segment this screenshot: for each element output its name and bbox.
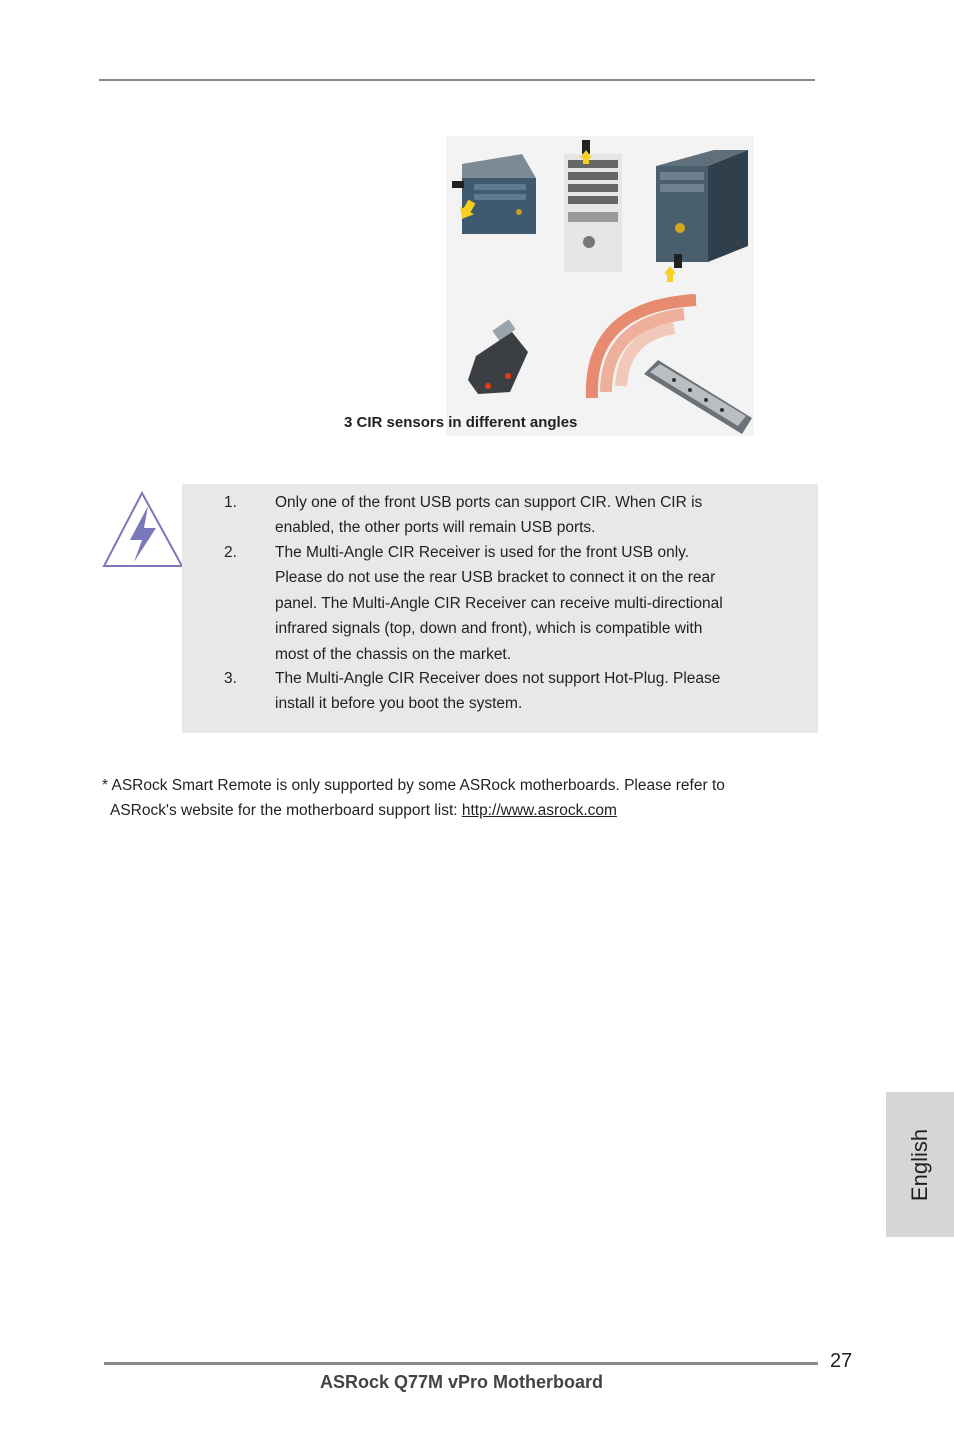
note-number: 3. (224, 670, 237, 687)
footnote-line: * ASRock Smart Remote is only supported by some ASRock motherboards. Please refer to (102, 777, 725, 794)
top-rule (99, 79, 815, 81)
note-line: panel. The Multi-Angle CIR Receiver can receive multi-directional (275, 594, 723, 612)
remote-control-icon (644, 360, 752, 434)
note-line: The Multi-Angle CIR Receiver does not support Hot-Plug. Please (275, 670, 721, 687)
figure-caption: 3 CIR sensors in different angles (344, 414, 578, 431)
note-line: install it before you boot the system. (275, 695, 523, 713)
note-line: Only one of the front USB ports can support CIR. When CIR is (275, 494, 703, 511)
note-line: infrared signals (top, down and front), which is compatible with (275, 620, 703, 638)
note-text (275, 666, 795, 717)
note-line: Please do not use the rear USB bracket to connect it on the rear (275, 569, 716, 587)
footnote-prefix: ASRock's website for the motherboard support list: (110, 802, 462, 819)
tower-case-icon (564, 140, 622, 272)
bottom-rule (104, 1362, 818, 1365)
footnote-line (102, 798, 822, 823)
note-line: most of the chassis on the market. (275, 645, 512, 663)
note-text (275, 490, 795, 541)
footer-title: ASRock Q77M vPro Motherboard (320, 1372, 604, 1392)
asrock-website-link[interactable]: http://www.asrock.com (461, 802, 617, 819)
note-line: enabled, the other ports will remain USB ports. (275, 519, 596, 537)
note-line: The Multi-Angle CIR Receiver is used for the front USB only. (275, 544, 690, 561)
page-number: 27 (830, 1350, 853, 1372)
large-tower-case-icon (656, 150, 748, 282)
cir-figure (446, 136, 754, 436)
cir-receiver-dongle-icon (468, 319, 528, 394)
footnote (102, 773, 822, 823)
language-tab-label: English (907, 1128, 932, 1201)
note-number: 2. (224, 544, 237, 561)
notes-box (182, 484, 818, 733)
language-tab (886, 1092, 954, 1237)
desktop-case-icon (452, 154, 536, 234)
note-text (275, 540, 795, 667)
note-number: 1. (224, 494, 237, 511)
warning-lightning-icon (100, 490, 184, 570)
